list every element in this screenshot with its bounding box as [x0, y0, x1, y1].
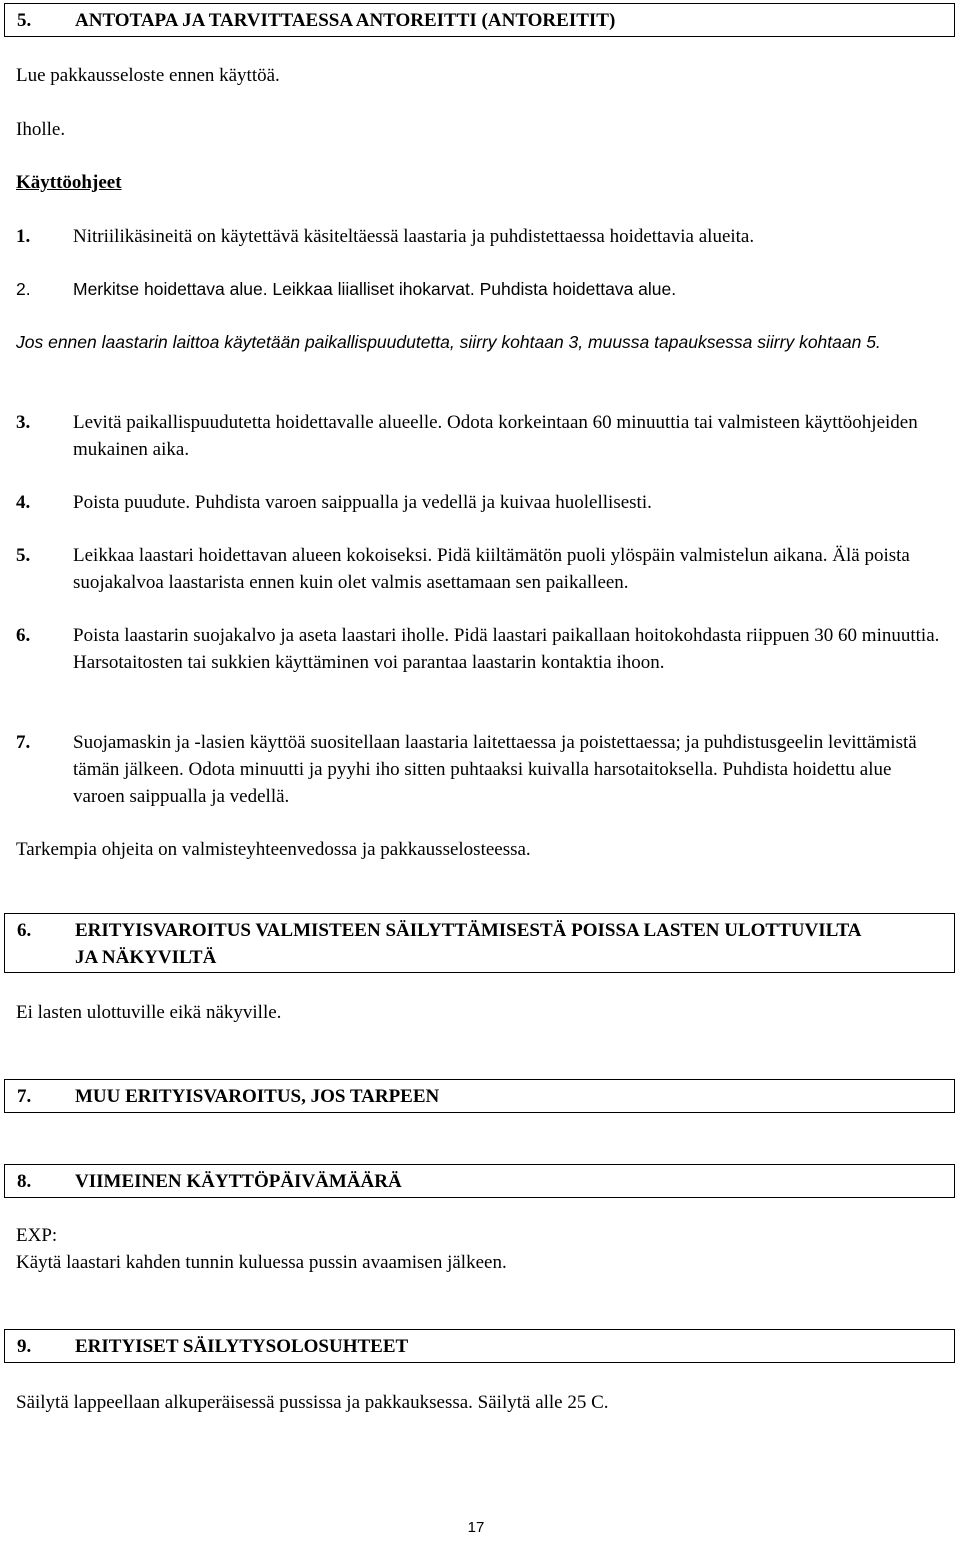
step-7 — [16, 729, 946, 810]
step-number: 7. — [16, 732, 31, 753]
step-number: 3. — [16, 412, 31, 433]
step-text: Leikkaa laastari hoidettavan alueen kokoiseksi. Pidä kiiltämätön puoli ylöspäin valmistelun aikana. Älä poista suojakalvoa laastarista ennen kuin olet valmis asettamaan sen paikalleen. — [73, 545, 910, 593]
exp-note: Käytä laastari kahden tunnin kuluessa pussin avaamisen jälkeen. — [16, 1252, 507, 1273]
step-1 — [16, 223, 946, 250]
instructions-heading: Käyttöohjeet — [16, 172, 122, 193]
step-number: 5. — [16, 545, 31, 566]
storage-text: Säilytä lappeellaan alkuperäisessä pussissa ja pakkauksessa. Säilytä alle 25 C. — [16, 1392, 609, 1413]
step-2 — [16, 276, 946, 303]
step-number: 4. — [16, 492, 31, 513]
section-title: ANTOTAPA JA TARVITTAESSA ANTOREITTI (ANTOREITIT) — [75, 10, 616, 31]
step-text: Poista laastarin suojakalvo ja aseta laastari iholle. Pidä laastari paikallaan hoitokohdasta riippuen 30 60 minuuttia. Harsotaitosten tai sukkien käyttäminen voi parantaa laastarin kontaktia ihoon. — [73, 625, 940, 673]
step-text: Suojamaskin ja -lasien käyttöä suositellaan laastaria laitettaessa ja poistettaessa; ja puhdistusgeelin levittämistä tämän jälkeen. Odota minuutti ja pyyhi iho sitten puhtaaksi kuivalla harsotaitoksella. Puhdista hoidettu alue varoen saippualla ja vedellä. — [73, 732, 917, 807]
section-6-header — [4, 913, 955, 973]
section-5-header — [4, 3, 955, 37]
section-number: 9. — [17, 1336, 32, 1357]
step-5 — [16, 542, 946, 596]
step-text: Poista puudute. Puhdista varoen saippualla ja vedellä ja kuivaa huolellisesti. — [73, 492, 652, 513]
section-title: MUU ERITYISVAROITUS, JOS TARPEEN — [75, 1086, 440, 1107]
step-text: Nitriilikäsineitä on käytettävä käsiteltäessä laastaria ja puhdistettaessa hoidettavia alueita. — [73, 226, 755, 247]
section-number: 7. — [17, 1086, 32, 1107]
section-title: VIIMEINEN KÄYTTÖPÄIVÄMÄÄRÄ — [75, 1171, 402, 1192]
step-text: Merkitse hoidettava alue. Leikkaa liialliset ihokarvat. Puhdista hoidettava alue. — [73, 279, 677, 299]
section-7-header — [4, 1079, 955, 1113]
read-leaflet-text: Lue pakkausseloste ennen käyttöä. — [16, 65, 280, 86]
section-number: 8. — [17, 1171, 32, 1192]
exp-label: EXP: — [16, 1225, 58, 1246]
section-title: ERITYISVAROITUS VALMISTEEN SÄILYTTÄMISESTÄ POISSA LASTEN ULOTTUVILTA JA NÄKYVILTÄ — [75, 920, 861, 968]
page-number: 17 — [467, 1519, 485, 1536]
section-9-header — [4, 1329, 955, 1363]
route-text: Iholle. — [16, 119, 66, 140]
section-title: ERITYISET SÄILYTYSOLOSUHTEET — [75, 1336, 409, 1357]
section-number: 6. — [17, 920, 32, 941]
step-6 — [16, 622, 946, 676]
section-8-header — [4, 1164, 955, 1198]
section-number: 5. — [17, 10, 32, 31]
step-text: Levitä paikallispuudutetta hoidettavalle alueelle. Odota korkeintaan 60 minuuttia tai valmisteen käyttöohjeiden mukainen aika. — [73, 412, 918, 460]
step-number: 6. — [16, 625, 31, 646]
step-3 — [16, 409, 946, 463]
step-4 — [16, 489, 946, 516]
children-warning-text: Ei lasten ulottuville eikä näkyville. — [16, 1002, 282, 1023]
step-number: 2. — [16, 279, 31, 299]
anesthetic-note: Jos ennen laastarin laittoa käytetään paikallispuudutetta, siirry kohtaan 3, muussa tapauksessa siirry kohtaan 5. — [16, 332, 881, 352]
step-number: 1. — [16, 226, 31, 247]
more-info-text: Tarkempia ohjeita on valmisteyhteenvedossa ja pakkausselosteessa. — [16, 839, 531, 860]
